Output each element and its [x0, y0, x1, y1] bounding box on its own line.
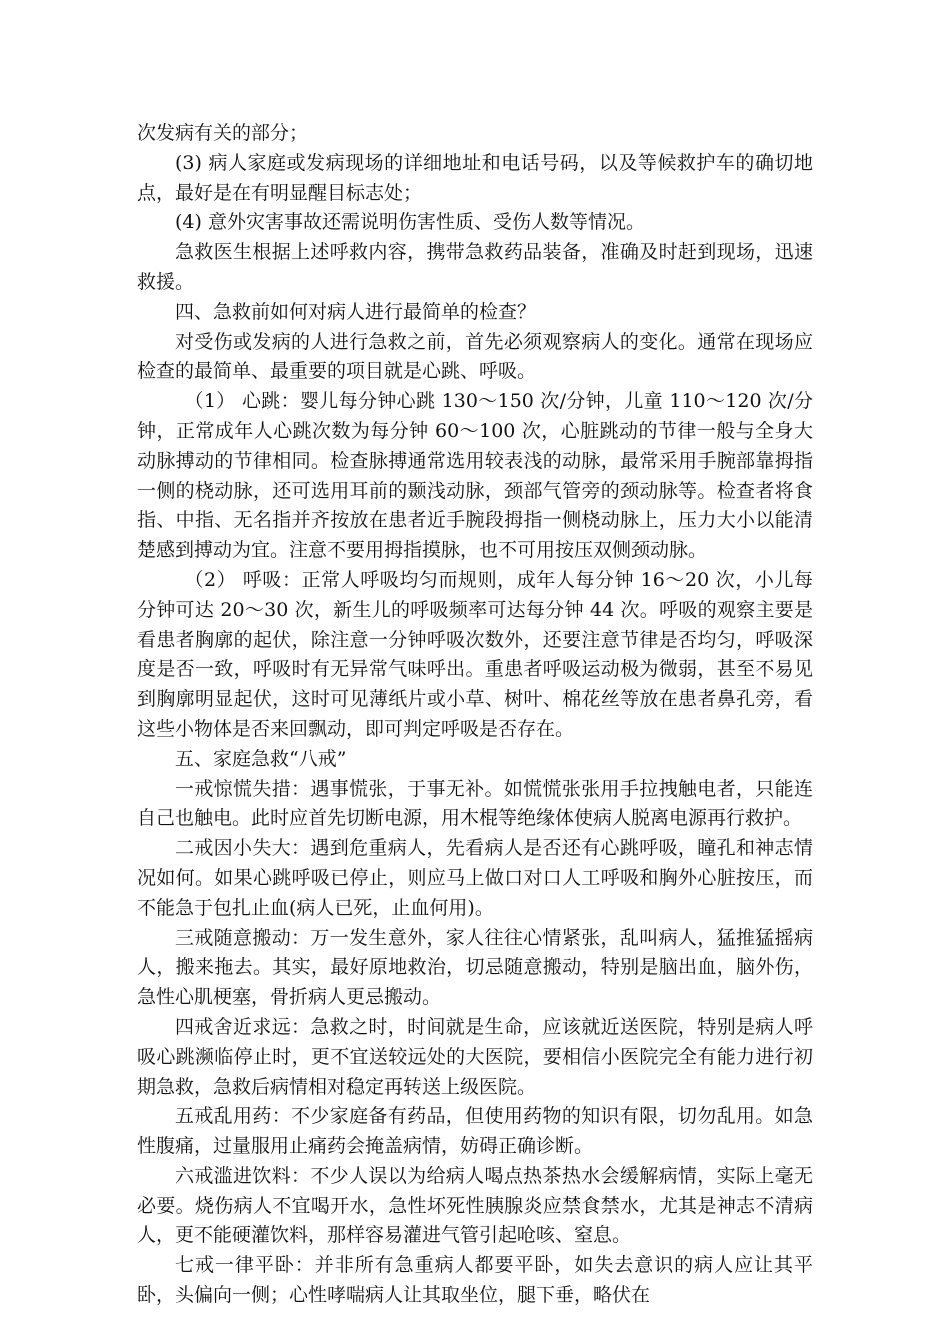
paragraph-rule-2: 二戒因小失大：遇到危重病人，先看病人是否还有心跳呼吸，瞳孔和神志情况如何。如果心跳呼吸已停止，则应马上做口对口人工呼吸和胸外心脏按压，而不能急于包扎止血(病人已死，止血何用)。 — [137, 837, 813, 919]
paragraph-check-intro: 对受伤或发病的人进行急救之前，首先必须观察病人的变化。通常在现场应检查的最简单、最重要的项目就是心跳、呼吸。 — [137, 330, 813, 383]
paragraph-item-3: (3) 病人家庭或发病现场的详细地址和电话号码，以及等候救护车的确切地点，最好是在有明显醒目标志处； — [137, 151, 813, 204]
section-heading-5: 五、家庭急救“八戒” — [175, 747, 347, 770]
paragraph-continuation: 次发病有关的部分； — [137, 122, 309, 144]
paragraph-rule-5: 五戒乱用药：不少家庭备有药品，但使用药物的知识有限，切勿乱用。如急性腹痛，过量服用止痛药会掩盖病情，妨碍正确诊断。 — [137, 1105, 813, 1158]
section-heading-4: 四、急救前如何对病人进行最简单的检查？ — [175, 300, 537, 323]
paragraph-rule-7: 七戒一律平卧：并非所有急重病人都要平卧，如失去意识的病人应让其平卧，头偏向一侧；心性哮喘病人让其取坐位，腿下垂，略伏在 — [137, 1254, 813, 1307]
paragraph-rule-6: 六戒滥进饮料：不少人误以为给病人喝点热茶热水会缓解病情，实际上毫无必要。烧伤病人不宜喝开水，急性坏死性胰腺炎应禁食禁水，尤其是神志不清病人，更不能硬灌饮料，那样容易灌进气管引起呛咳、窒息。 — [137, 1164, 813, 1247]
paragraph-rescue: 急救医生根据上述呼救内容，携带急救药品装备，准确及时赶到现场，迅速救援。 — [137, 241, 813, 293]
paragraph-rule-1: 一戒惊慌失措：遇事慌张，于事无补。如慌慌张张用手拉拽触电者，只能连自己也触电。此时应首先切断电源，用木棍等绝缘体使病人脱离电源再行救护。 — [137, 777, 813, 830]
paragraph-heartbeat: （1） 心跳：婴儿每分钟心跳 130～150 次/分钟，儿童 110～120 次/分钟，正常成年人心跳次数为每分钟 60～100 次，心脏跳动的节律一般与全身大动脉搏动的节律相同。检查脉搏通常选用较表浅的动脉，最常采用手腕部靠拇指一侧的桡动脉，还可选用耳前的颞浅动脉，颈部气管旁的颈动脉等。检查者将食指、中指、无名指并齐按放在患者近手腕段拇指一侧桡动脉上，压力大小以能清楚感到搏动为宜。注意不要用拇指摸脉，也不可用按压双侧颈动脉。 — [137, 390, 813, 562]
paragraph-rule-3: 三戒随意搬动：万一发生意外，家人往往心情紧张，乱叫病人，猛推猛摇病人，搬来拖去。其实，最好原地救治，切忌随意搬动，特别是脑出血，脑外伤，急性心肌梗塞，骨折病人更忌搬动。 — [137, 926, 813, 1009]
paragraph-breathing: （2） 呼吸：正常人呼吸均匀而规则，成年人每分钟 16～20 次，小儿每分钟可达 20～30 次，新生儿的呼吸频率可达每分钟 44 次。呼吸的观察主要是看患者胸廓的起伏，除注意一分钟呼吸次数外，还要注意节律是否均匀，呼吸深度是否一致，呼吸时有无异常气味呼出。重患者呼吸运动极为微弱，甚至不易见到胸廓明显起伏，这时可见薄纸片或小草、树叶、棉花丝等放在患者鼻孔旁，看这些小物体是否来回飘动，即可判定呼吸是否存在。 — [137, 568, 813, 740]
paragraph-rule-4: 四戒舍近求远：急救之时，时间就是生命，应该就近送医院，特别是病人呼吸心跳濒临停止时，更不宜送较远处的大医院，要相信小医院完全有能力进行初期急救，急救后病情相对稳定再转送上级医院。 — [137, 1015, 813, 1098]
document-body — [137, 119, 813, 1311]
paragraph-item-4: (4) 意外灾害事故还需说明伤害性质、受伤人数等情况。 — [175, 211, 645, 234]
